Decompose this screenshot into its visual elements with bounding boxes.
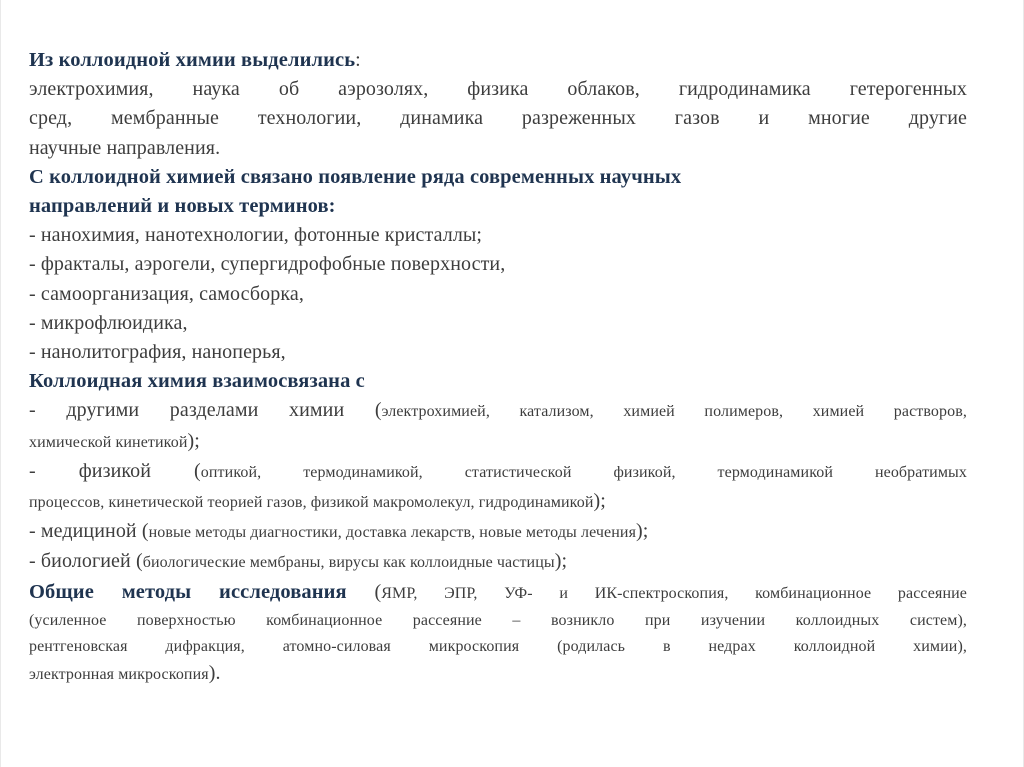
block2-item-4: - микрофлюидика, [29,311,188,334]
block3-chemistry-line-1 [29,396,967,426]
block4-line-3: рентгеновская дифракция, атомно-силовая микроскопия (родилась в недрах коллоидной химии), [29,637,967,655]
block2-item-2: - фракталы, аэрогели, супергидрофобные поверхности, [29,253,506,276]
biology-detail: биологические мембраны, вирусы как коллоидные частицы [142,554,555,572]
physics-detail-1: оптикой, термодинамикой, статистической физикой, термодинамикой необратимых [200,463,967,481]
block4-line-1 [29,578,967,608]
chemistry-detail-2: химической кинетикой [29,433,188,451]
block2-item-3: - самоорганизация, самосборка, [29,282,304,305]
block1-line-3: научные направления. [29,136,221,159]
chemistry-detail-1: электрохимией, катализом, химией полимеров, химией растворов, [381,403,967,421]
block4-heading: Общие методы исследования [29,580,347,603]
block2-heading-line-2: направлений и новых терминов: [29,195,336,218]
block4-close: ). [208,661,221,684]
block3-heading: Коллоидная химия взаимосвязана с [29,370,365,393]
biology-close: ); [554,550,568,573]
block1-line-2: сред, мембранные технологии, динамика разреженных газов и многие другие [29,107,967,130]
block2-heading-line-1: С коллоидной химией связано появление ряда современных научных [29,165,682,188]
medicine-detail: новые методы диагностики, доставка лекарств, новые методы лечения [148,524,637,542]
medicine-close: ); [636,520,649,543]
medicine-lead: - медициной ( [29,520,149,543]
block4-open-paren: ( [346,580,382,603]
block1-line-1: электрохимия, наука об аэрозолях, физика облаков, гидродинамика гетерогенных [29,78,967,101]
physics-detail-2: процессов, кинетической теорией газов, физикой макромолекул, гидродинамикой [29,494,594,512]
block1-heading: Из коллоидной химии выделились [29,49,356,71]
physics-lead: - физикой ( [29,459,201,482]
block3-chemistry-line-2 [29,427,967,457]
block3-medicine-line [29,517,967,547]
block3-physics-line-1 [29,457,967,487]
block2-item-1: - нанохимия, нанотехнологии, фотонные кристаллы; [29,224,483,247]
block3-physics-line-2 [29,487,967,517]
block1-heading-colon: : [355,49,361,71]
chemistry-lead: - другими разделами химии ( [29,399,382,422]
biology-lead: - биологией ( [29,550,143,573]
block4-detail-4: электронная микроскопия [29,665,209,683]
block3-biology-line [29,547,967,577]
block1-heading-line [29,46,967,75]
chemistry-close: ); [187,429,200,452]
slide-content [29,46,967,688]
block4-line-2: (усиленное поверхностью комбинационное рассеяние – возникло при изучении коллоидных систем), [29,611,967,629]
block4-line-4 [29,660,967,688]
block4-detail-1: ЯМР, ЭПР, УФ- и ИК-спектроскопия, комбинационное рассеяние [381,584,967,602]
physics-close: ); [593,490,606,513]
block2-item-5: - нанолитография, наноперья, [29,341,286,364]
